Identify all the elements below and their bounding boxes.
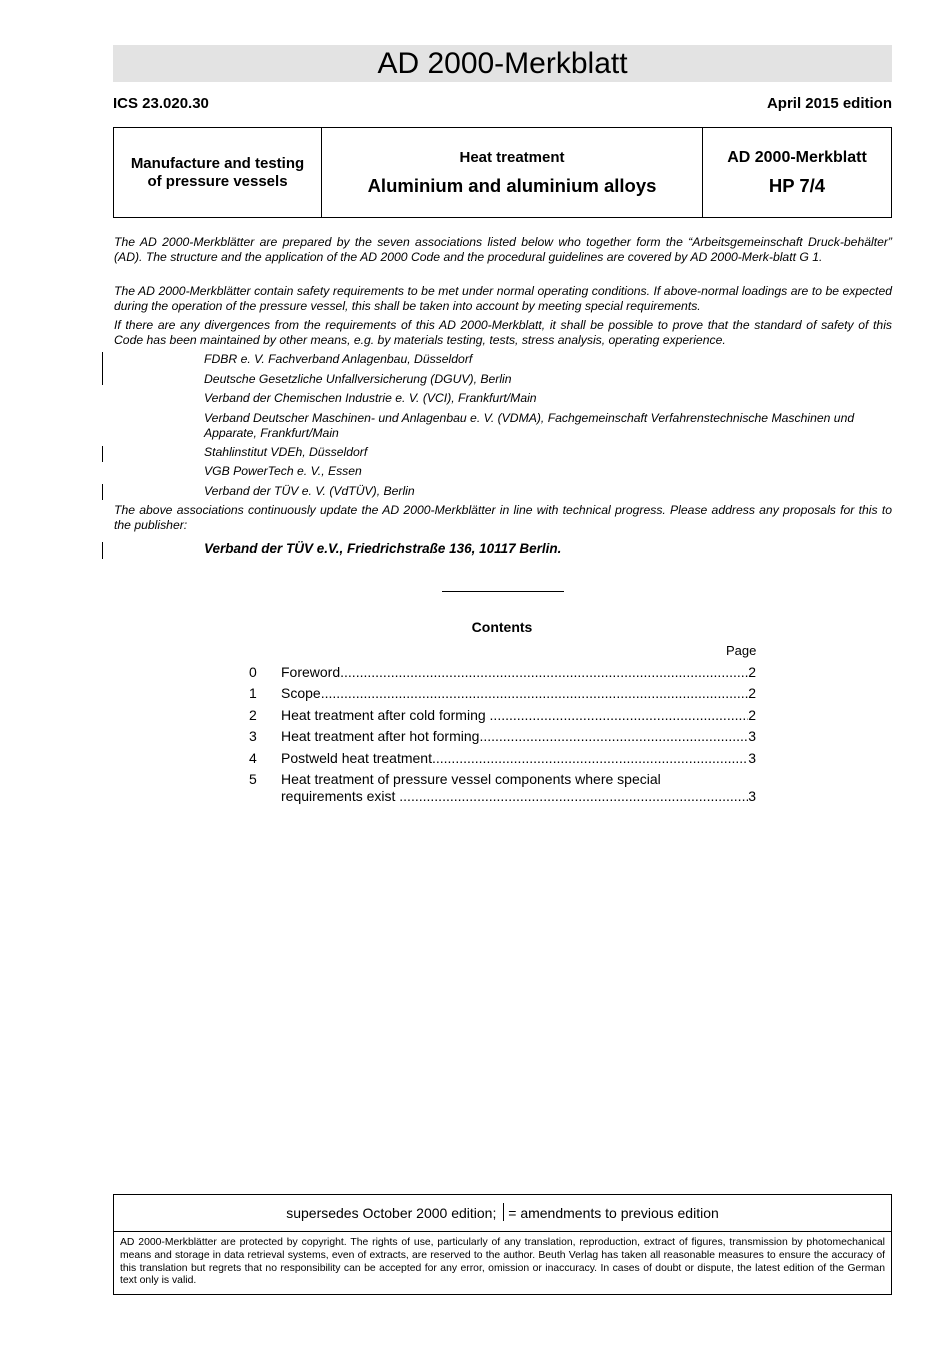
intro-paragraph-1: The AD 2000-Merkblätter are prepared by the seven associations listed below who together form the “Arbeitsgemeinschaft Druck-behälter” (AD). The structure and the application of the AD 2000 Code and the procedural guidelines are covered by AD 2000-Merk-blatt G 1.: [114, 235, 892, 264]
page-column-label: Page: [726, 643, 757, 658]
amendments-text: = amendments to previous edition: [508, 1205, 719, 1221]
toc-page: 3: [748, 788, 756, 804]
copyright-notice: AD 2000-Merkblätter are protected by copyright. The rights of use, particularly of any translation, reproduction, extract of figures, transmission by photomechanical means and storage in data retrieval systems, even of extracts, are reserved to the author. Beuth Verlag has taken all reasonable measures to ensure the accuracy of this translation but regrets that no responsibility can be accepted for any error, omission or inaccuracy. In cases of doubt or dispute, the latest edition of the German text only is valid.: [120, 1237, 885, 1287]
toc-title-continued: requirements exist: [281, 788, 400, 804]
section-divider: [442, 591, 564, 592]
publisher-address: Verband der TÜV e.V., Friedrichstraße 136, 10117 Berlin.: [204, 541, 562, 556]
association-item: VGB PowerTech e. V., Essen: [204, 464, 362, 478]
toc-page: 2: [748, 685, 756, 701]
code-cell: [703, 128, 891, 217]
toc-page: 3: [748, 728, 756, 744]
category-text: Manufacture and testing of pressure vessels: [130, 154, 305, 190]
change-bar: [102, 484, 103, 500]
toc-title: Heat treatment of pressure vessel components where special: [281, 771, 661, 787]
toc-page: 2: [748, 707, 756, 723]
category-cell: [114, 128, 322, 217]
change-bar: [102, 352, 103, 385]
supersedes-text: supersedes October 2000 edition;: [286, 1205, 497, 1221]
series-text: AD 2000-Merkblatt: [727, 148, 867, 166]
association-item: Verband der TÜV e. V. (VdTÜV), Berlin: [204, 484, 415, 498]
topic-text: Aluminium and aluminium alloys: [367, 174, 657, 196]
meta-row: [113, 95, 892, 115]
intro-paragraph-2: The AD 2000-Merkblätter contain safety requirements to be met under normal operating conditions. If above-normal loadings are to be expected during the operation of the pressure vessel, this shall be taken into account by meeting special requirements.: [114, 284, 892, 313]
association-item: Verband Deutscher Maschinen- und Anlagenbau e. V. (VDMA), Fachgemeinschaft Verfahrenstechnische Maschinen und Apparate, Frankfurt/Main: [204, 411, 855, 440]
header-table: [113, 127, 892, 218]
toc-number: 0: [249, 664, 257, 680]
toc-title: Postweld heat treatment: [281, 750, 432, 766]
toc-leader: [340, 664, 748, 681]
toc-number: 5: [249, 771, 257, 787]
toc-number: 3: [249, 728, 257, 744]
footer-box: [113, 1194, 892, 1295]
ics-code: ICS 23.020.30: [113, 95, 209, 112]
toc-number: 4: [249, 750, 257, 766]
toc-leader: [399, 788, 748, 805]
subject-cell: [322, 128, 703, 217]
toc-title: Heat treatment after cold forming: [281, 707, 490, 723]
footer-supersedes-row: [114, 1195, 891, 1232]
document-title: AD 2000-Merkblatt: [113, 45, 892, 82]
intro-paragraph-3: If there are any divergences from the requirements of this AD 2000-Merkblatt, it shall be possible to prove that the standard of safety of this Code has been maintained by other means, e.g. by materials testing, tests, stress analysis, operating experience.: [114, 318, 892, 347]
toc-leader: [432, 750, 748, 767]
intro-paragraph-4: The above associations continuously update the AD 2000-Merkblätter in line with technical progress. Please address any proposals for this to the publisher:: [114, 503, 892, 532]
contents-heading: Contents: [471, 619, 533, 635]
toc-title: Heat treatment after hot forming: [281, 728, 480, 744]
association-item: Stahlinstitut VDEh, Düsseldorf: [204, 445, 368, 459]
toc-page: 2: [748, 664, 756, 680]
toc-number: 2: [249, 707, 257, 723]
change-bar: [102, 542, 103, 559]
code-text: HP 7/4: [768, 174, 826, 196]
association-item: Verband der Chemischen Industrie e. V. (VCI), Frankfurt/Main: [204, 391, 537, 405]
change-bar-legend: [503, 1203, 504, 1221]
toc-leader: [321, 685, 749, 702]
association-item: FDBR e. V. Fachverband Anlagenbau, Düsseldorf: [204, 352, 473, 366]
toc-page: 3: [748, 750, 756, 766]
toc-leader: [490, 707, 749, 724]
toc-title: Scope: [281, 685, 321, 701]
toc-title: Foreword: [281, 664, 341, 680]
association-item: Deutsche Gesetzliche Unfallversicherung (DGUV), Berlin: [204, 372, 512, 386]
subject-text: Heat treatment: [459, 148, 565, 166]
edition-date: April 2015 edition: [766, 95, 892, 112]
toc-leader: [479, 728, 748, 745]
toc-number: 1: [249, 685, 257, 701]
change-bar: [102, 446, 103, 462]
